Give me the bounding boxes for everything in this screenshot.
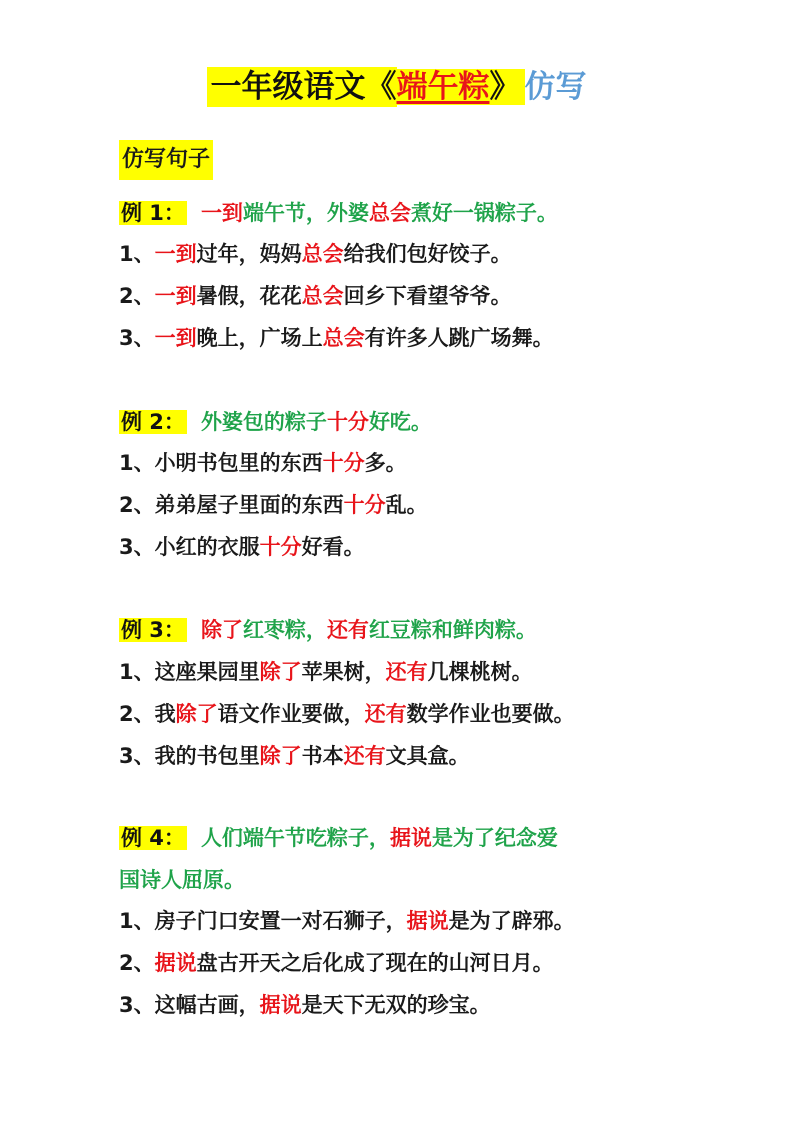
sentence-text: 暑假，花花 [196,284,302,308]
sentence-text: 是为了纪念爱 [431,826,558,850]
title-keyword: 端午粽 [396,69,490,105]
keyword-phrase: 总会 [301,242,344,266]
practice-sentence [119,485,428,525]
sentence-text: 1、小明书包里的东西 [119,451,323,475]
keyword-phrase: 除了 [259,660,302,684]
sentence-text: 苹果树， [301,660,386,684]
keyword-phrase: 还有 [343,744,386,768]
keyword-phrase: 还有 [385,660,428,684]
example-label: 例 1： [121,201,185,225]
keyword-phrase: 据说 [259,993,302,1017]
sentence-text: 1、这座果园里 [119,660,260,684]
title-prefix: 一年级语文《 [207,67,397,107]
title-bracket: 》 [490,69,525,105]
practice-sentence [119,652,533,692]
sentence-text: 1、 [119,242,155,266]
sentence-text: 2、 [119,951,155,975]
keyword-phrase: 十分 [259,535,302,559]
sentence-text: 端午节，外婆 [242,201,369,225]
keyword-phrase: 据说 [389,826,432,850]
keyword-phrase: 总会 [301,284,344,308]
example-sentence [119,193,558,233]
sentence-text: 数学作业也要做。 [406,702,575,726]
sentence-text: 给我们包好饺子。 [343,242,512,266]
example-sentence [119,610,537,650]
practice-sentence [119,527,365,567]
sentence-text: 语文作业要做， [217,702,365,726]
keyword-phrase: 除了 [175,702,218,726]
keyword-phrase: 总会 [322,326,365,350]
sentence-text: 2、我 [119,702,176,726]
keyword-phrase: 十分 [322,451,365,475]
sentence-text: 是为了辟邪。 [448,909,575,933]
sentence-text: 3、我的书包里 [119,744,260,768]
sentence-text: 文具盒。 [385,744,470,768]
keyword-phrase: 除了 [259,744,302,768]
sentence-text: 3、这幅古画， [119,993,260,1017]
sentence-text: 煮好一锅粽子。 [410,201,558,225]
practice-sentence [119,985,491,1025]
keyword-phrase: 据说 [154,951,197,975]
sentence-text: 红枣粽， [242,618,327,642]
sentence-text: 好吃。 [368,410,432,434]
sentence-text: 回乡下看望爷爷。 [343,284,512,308]
sentence-text: 2、弟弟屋子里面的东西 [119,493,344,517]
keyword-phrase: 总会 [368,201,411,225]
sentence-text: 盘古开天之后化成了现在的山河日月。 [196,951,554,975]
keyword-phrase: 一到 [154,242,197,266]
keyword-phrase: 除了 [200,618,243,642]
sentence-text: 多。 [364,451,407,475]
sentence-text: 国诗人屈原。 [119,868,245,892]
example-sentence [119,818,558,858]
sentence-text: 红豆粽和鲜肉粽。 [368,618,537,642]
example-label: 例 3： [121,618,185,642]
practice-sentence [119,694,575,734]
sentence-text: 3、 [119,326,155,350]
keyword-phrase: 一到 [200,201,243,225]
sentence-text: 1、房子门口安置一对石狮子， [119,909,407,933]
example-sentence [119,402,432,442]
sentence-text: 好看。 [301,535,365,559]
practice-sentence [119,318,554,358]
sentence-text: 2、 [119,284,155,308]
sentence-text: 乱。 [385,493,428,517]
practice-sentence [119,443,407,483]
practice-sentence [119,234,512,274]
example-sentence-continued [119,860,245,900]
sentence-text: 人们端午节吃粽子， [200,826,390,850]
keyword-phrase: 一到 [154,284,197,308]
keyword-phrase: 十分 [343,493,386,517]
practice-sentence [119,276,512,316]
sentence-text: 晚上，广场上 [196,326,323,350]
section-heading: 仿写句子 [119,140,213,180]
practice-sentence [119,736,470,776]
sentence-text: 是天下无双的珍宝。 [301,993,491,1017]
keyword-phrase: 据说 [406,909,449,933]
sentence-text: 外婆包的粽子 [200,410,327,434]
keyword-phrase: 还有 [326,618,369,642]
sentence-text: 过年，妈妈 [196,242,302,266]
example-label: 例 2： [121,410,185,434]
keyword-phrase: 一到 [154,326,197,350]
page-title [0,60,793,114]
example-label: 例 4： [121,826,185,850]
sentence-text: 有许多人跳广场舞。 [364,326,554,350]
keyword-phrase: 还有 [364,702,407,726]
sentence-text: 3、小红的衣服 [119,535,260,559]
practice-sentence [119,943,554,983]
keyword-phrase: 十分 [326,410,369,434]
practice-sentence [119,901,575,941]
title-suffix: 仿写 [524,69,587,105]
sentence-text: 几棵桃树。 [427,660,533,684]
sentence-text: 书本 [301,744,344,768]
